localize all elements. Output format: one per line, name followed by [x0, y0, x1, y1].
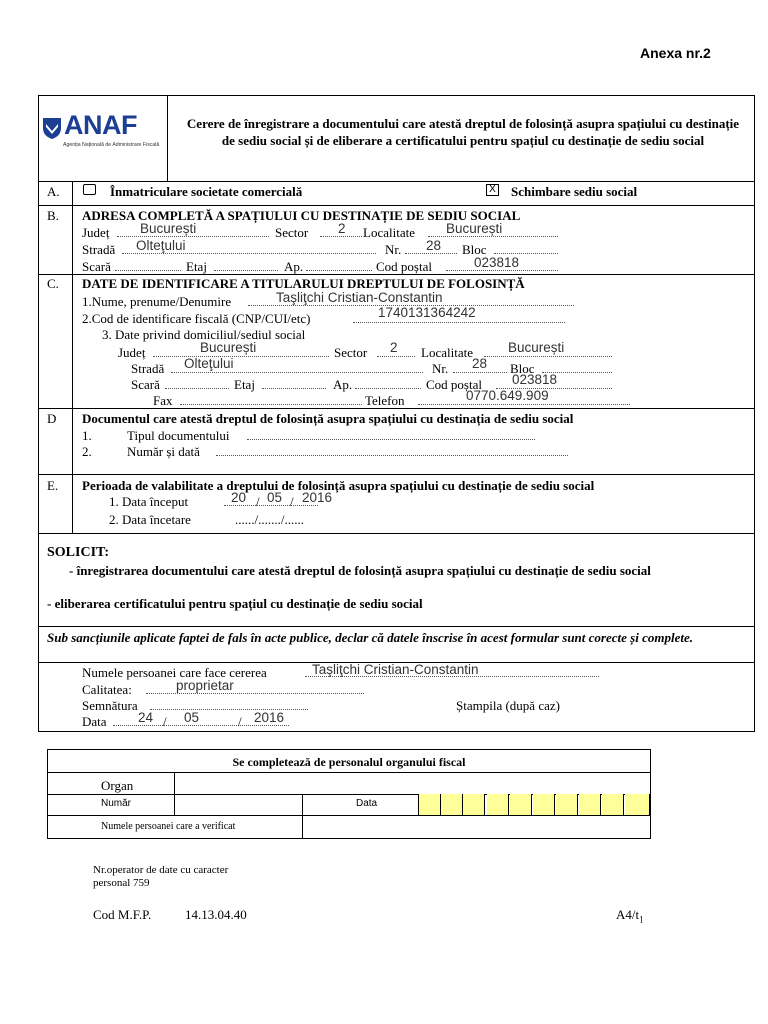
semnatura-field[interactable]: [150, 709, 308, 710]
start-year: 2016: [302, 490, 333, 505]
divider: [174, 772, 175, 794]
nr-field[interactable]: [405, 253, 457, 254]
strada-field[interactable]: [122, 253, 376, 254]
sector-value: 2: [338, 221, 346, 236]
shield-icon: [42, 116, 62, 140]
strada-value: Olteţului: [136, 238, 186, 253]
c-etaj-field[interactable]: [262, 388, 326, 389]
cod-mfp-value: 14.13.04.40: [185, 907, 247, 922]
stampila-label: Ștampila (după caz): [456, 698, 560, 713]
c-nr-value: 28: [472, 356, 488, 371]
ap-label: Ap.: [284, 259, 304, 274]
judet-value: București: [140, 221, 197, 236]
numar-label: Număr: [101, 798, 132, 809]
semnatura-label: Semnătura: [82, 698, 138, 713]
date-box[interactable]: [602, 794, 624, 815]
scara-field[interactable]: [115, 270, 181, 271]
divider: [38, 474, 755, 475]
signature-date-field[interactable]: [113, 725, 289, 726]
operator-note: Nr.operator de date cu caracter: [93, 864, 229, 876]
fiscal-heading: Se completează de personalul organului fiscal: [232, 755, 466, 769]
start-date-field[interactable]: [224, 505, 318, 506]
sector-label: Sector: [275, 225, 309, 240]
cod-postal-field[interactable]: [446, 270, 558, 271]
c-sector-label: Sector: [334, 345, 368, 360]
ap-field[interactable]: [306, 270, 372, 271]
end-date-label: 2. Data încetare: [109, 512, 191, 527]
domiciliu-label: 3. Date privind domiciliul/sediul social: [102, 327, 306, 342]
c-localitate-field[interactable]: [484, 356, 612, 357]
c-scara-label: Scară: [131, 377, 160, 392]
cif-label: 2.Cod de identificare fiscală (CNP/CUI/etc): [82, 311, 311, 326]
c-bloc-label: Bloc: [510, 361, 535, 376]
c-ap-field[interactable]: [355, 388, 421, 389]
divider: [302, 815, 303, 839]
checkbox-inmatriculare[interactable]: [83, 184, 96, 195]
date-box[interactable]: [579, 794, 601, 815]
cif-field[interactable]: [353, 322, 565, 323]
c-judet-label: Județ: [118, 345, 146, 360]
section-d-heading: Documentul care atestă dreptul de folosință asupra spațiului cu destinația de sediu social: [82, 411, 574, 426]
divider: [302, 794, 303, 815]
section-c-label: C.: [47, 276, 59, 291]
c-strada-field[interactable]: [171, 372, 423, 373]
start-month: 05: [267, 490, 283, 505]
anaf-logo: [42, 108, 164, 150]
form-title: Cerere de înregistrare a documentului care atestă dreptul de folosință asupra spațiului cu destinație de sediu social și de eliberare a certificatului pentru spațiul cu destinație de sediu social: [186, 116, 740, 148]
date-separator: /: [238, 714, 242, 729]
c-judet-value: București: [200, 340, 257, 355]
checkbox-schimbare-sediu[interactable]: X: [486, 184, 499, 196]
date-box[interactable]: [487, 794, 509, 815]
divider: [174, 794, 175, 815]
verificat-field[interactable]: [304, 817, 650, 838]
c-etaj-label: Etaj: [234, 377, 255, 392]
calitate-value: proprietar: [176, 678, 234, 693]
telefon-field[interactable]: [418, 404, 630, 405]
option-inmatriculare: Înmatriculare societate comercială: [110, 184, 303, 199]
divider: [72, 181, 73, 533]
c-sector-value: 2: [390, 340, 398, 355]
section-e-heading: Perioada de valabilitate a dreptului de folosință asupra spațiului cu destinație de sediu social: [82, 478, 595, 493]
bloc-field[interactable]: [494, 253, 558, 254]
form-code-subscript: 1: [639, 914, 644, 925]
logo-subtitle: Agenția Națională de Administrare Fiscală: [63, 142, 160, 148]
date-box[interactable]: [533, 794, 555, 815]
divider: [47, 772, 651, 773]
c-sector-field[interactable]: [377, 356, 415, 357]
name-label: 1.Nume, prenume/Denumire: [82, 294, 232, 309]
c-strada-label: Stradă: [131, 361, 165, 376]
signature-year: 2016: [254, 710, 285, 725]
nr-value: 28: [426, 238, 442, 253]
operator-note: personal 759: [93, 877, 150, 889]
doc-number-label: Număr și dată: [127, 444, 200, 459]
c-strada-value: Olteţului: [184, 356, 234, 371]
date-box[interactable]: [463, 794, 485, 815]
divider: [38, 205, 755, 206]
declaration: Sub sancțiunile aplicate faptei de fals în acte publice, declar că datele înscrise în acest formular sunt corecte și complete.: [47, 630, 693, 645]
calitate-label: Calitatea:: [82, 682, 132, 697]
start-date-label: 1. Data început: [109, 494, 189, 509]
section-e-label: E.: [47, 478, 59, 493]
fax-label: Fax: [153, 393, 173, 408]
c-localitate-value: București: [508, 340, 565, 355]
date-box[interactable]: [419, 794, 441, 815]
etaj-label: Etaj: [186, 259, 207, 274]
section-a-label: A.: [47, 184, 60, 199]
date-box[interactable]: [625, 794, 650, 815]
signature-day: 24: [138, 710, 154, 725]
applicant-name-value: Taşliţchi Cristian-Constantin: [312, 662, 479, 677]
localitate-label: Localitate: [363, 225, 415, 240]
judet-field[interactable]: [117, 236, 269, 237]
date-separator: /: [163, 714, 167, 729]
bloc-label: Bloc: [462, 242, 487, 257]
section-d-label: D: [47, 411, 57, 426]
c-cod-postal-label: Cod poștal: [426, 377, 482, 392]
sector-field[interactable]: [320, 236, 362, 237]
logo-text: ANAF: [64, 110, 137, 140]
localitate-field[interactable]: [428, 236, 558, 237]
fiscal-date-label: Data: [356, 798, 378, 809]
c-judet-field[interactable]: [153, 356, 329, 357]
localitate-value: București: [446, 221, 503, 236]
form-code: [616, 907, 644, 925]
c-ap-label: Ap.: [333, 377, 353, 392]
divider: [47, 815, 651, 816]
date-separator: /: [256, 494, 260, 509]
solicit-heading: SOLICIT:: [47, 545, 109, 560]
annex-label: Anexa nr.2: [640, 45, 711, 61]
divider: [38, 626, 755, 627]
c-nr-field[interactable]: [453, 372, 507, 373]
name-value: Taşliţchi Cristian-Constantin: [276, 290, 443, 305]
applicant-name-label: Numele persoanei care face cererea: [82, 665, 267, 680]
form-code-text: A4/t: [616, 907, 640, 922]
doc-type-number: 1.: [82, 428, 92, 443]
telefon-label: Telefon: [365, 393, 405, 408]
strada-label: Stradă: [82, 242, 116, 257]
start-day: 20: [231, 490, 247, 505]
date-box[interactable]: [510, 794, 532, 815]
signature-date-label: Data: [82, 714, 107, 729]
telefon-value: 0770.649.909: [466, 388, 549, 403]
divider: [167, 95, 168, 181]
section-b-label: B.: [47, 208, 59, 223]
doc-type-field[interactable]: [247, 439, 535, 440]
solicit-item-1: - înregistrarea documentului care atestă dreptul de folosință asupra spațiului cu destinație de sediu social: [69, 563, 651, 578]
end-date-field[interactable]: ....../......./......: [235, 512, 304, 527]
option-schimbare-sediu: Schimbare sediu social: [511, 184, 638, 199]
section-c-heading: DATE DE IDENTIFICARE A TITULARULUI DREPTULUI DE FOLOSINȚĂ: [82, 276, 525, 291]
cod-mfp-label: Cod M.F.P.: [93, 907, 152, 922]
calitate-field[interactable]: [146, 693, 364, 694]
date-box[interactable]: [441, 794, 463, 815]
c-nr-label: Nr.: [432, 361, 449, 376]
c-cod-postal-value: 023818: [512, 372, 558, 387]
nr-label: Nr.: [385, 242, 402, 257]
scara-label: Scară: [82, 259, 111, 274]
organ-field[interactable]: [176, 774, 650, 793]
doc-number-number: 2.: [82, 444, 92, 459]
verificat-label: Numele persoanei care a verificat: [101, 821, 236, 832]
judet-label: Județ: [82, 225, 110, 240]
organ-label: Organ: [101, 778, 134, 793]
doc-type-label: Tipul documentului: [127, 428, 230, 443]
doc-number-field[interactable]: [216, 455, 568, 456]
cif-value: 1740131364242: [378, 305, 476, 320]
solicit-item-2: - eliberarea certificatului pentru spațiul cu destinație de sediu social: [47, 596, 423, 611]
numar-field[interactable]: [176, 796, 300, 814]
divider: [38, 533, 755, 534]
c-scara-field[interactable]: [165, 388, 229, 389]
c-localitate-label: Localitate: [421, 345, 473, 360]
section-b-heading: ADRESA COMPLETĂ A SPAȚIULUI CU DESTINAȚIE DE SEDIU SOCIAL: [82, 208, 521, 223]
fax-field[interactable]: [180, 404, 362, 405]
date-box[interactable]: [556, 794, 578, 815]
cod-postal-label: Cod poștal: [376, 259, 432, 274]
cod-postal-value: 023818: [474, 255, 520, 270]
date-separator: /: [290, 494, 294, 509]
divider: [38, 181, 755, 182]
signature-month: 05: [184, 710, 200, 725]
etaj-field[interactable]: [214, 270, 278, 271]
